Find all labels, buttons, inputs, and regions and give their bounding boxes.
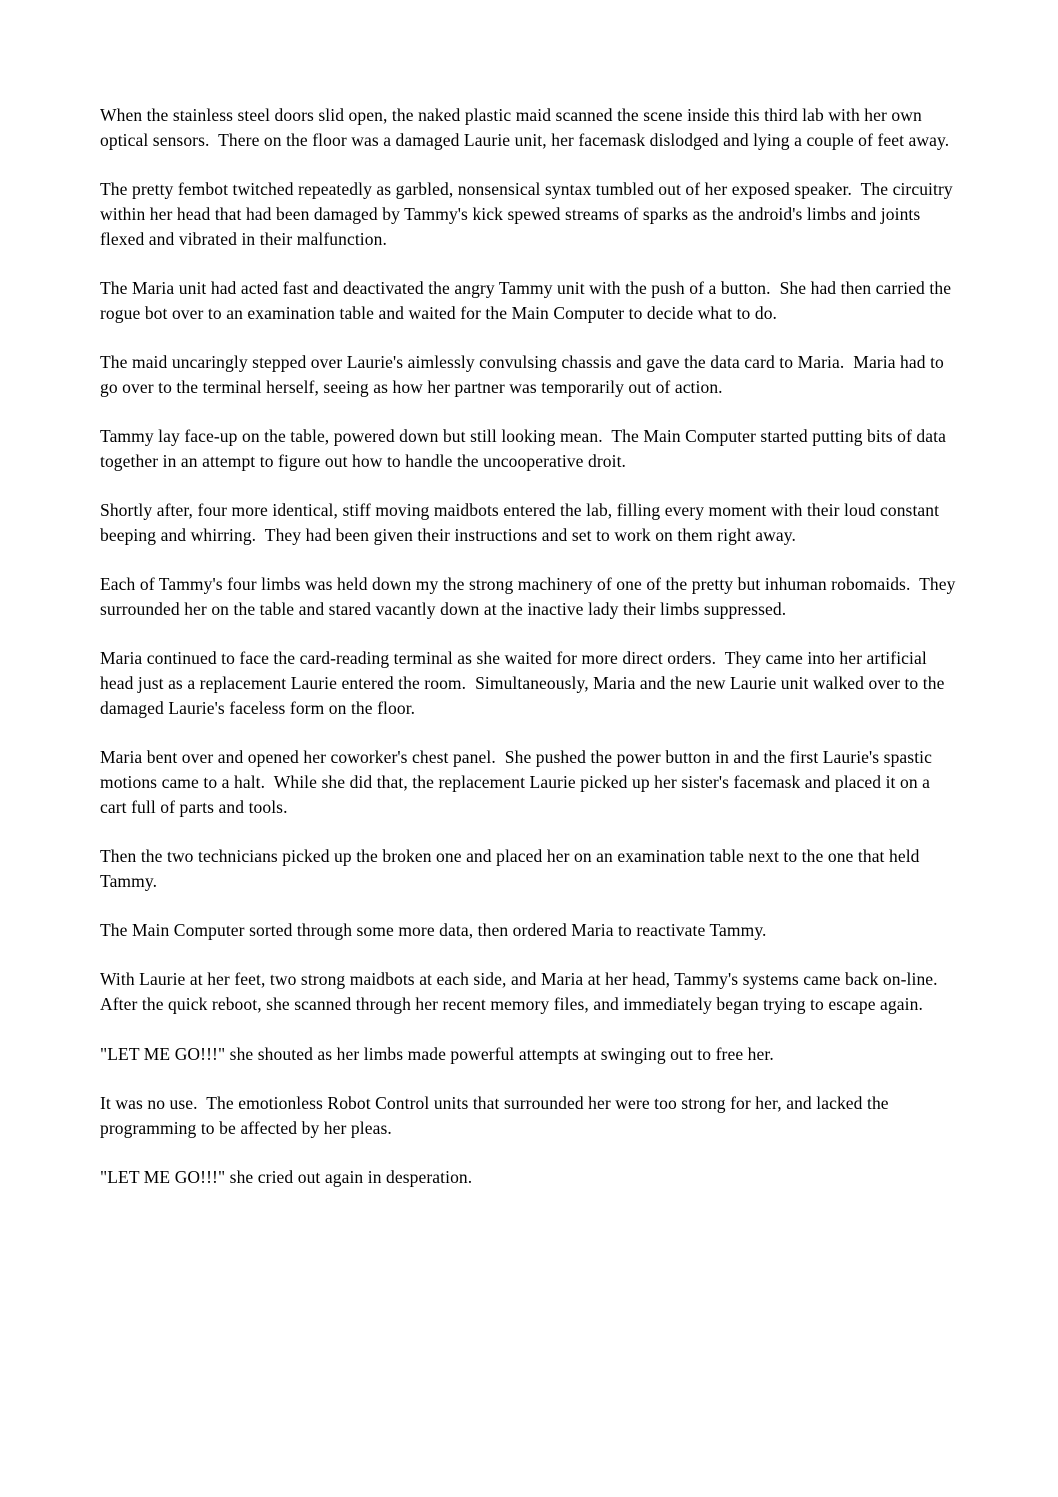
paragraph-14: It was no use. The emotionless Robot Control units that surrounded her were too strong for her, and lacked the programming to be affected by her pleas.	[100, 1092, 894, 1138]
paragraph-11: The Main Computer sorted through some more data, then ordered Maria to reactivate Tammy.	[100, 920, 767, 941]
paragraph-5: Tammy lay face-up on the table, powered down but still looking mean. The Main Computer started putting bits of data together in an attempt to figure out how to handle the uncooperative droit.	[100, 426, 951, 471]
paragraph-7: Each of Tammy's four limbs was held down my the strong machinery of one of the pretty but inhuman robomaids. They surrounded her on the table and stared vacantly down at the inactive lady their limbs suppressed.	[100, 574, 960, 619]
document-body	[100, 103, 958, 1190]
paragraph-9: Maria bent over and opened her coworker's chest panel. She pushed the power button in and the first Laurie's spastic motions came to a halt. While she did that, the replacement Laurie picked up her sister's facemask and placed it on a cart full of parts and tools.	[100, 747, 937, 817]
paragraph-4: The maid uncaringly stepped over Laurie's aimlessly convulsing chassis and gave the data card to Maria. Maria had to go over to the terminal herself, seeing as how her partner was temporarily out of action.	[100, 351, 949, 397]
paragraph-3: The Maria unit had acted fast and deactivated the angry Tammy unit with the push of a button. She had then carried the rogue bot over to an examination table and waited for the Main Computer to decide what to do.	[100, 277, 956, 323]
paragraph-8: Maria continued to face the card-reading terminal as she waited for more direct orders. They came into her artificial head just as a replacement Laurie entered the room. Simultaneously, Maria and the new Laurie unit walked over to the damaged Laurie's faceless form on the floor.	[100, 648, 949, 718]
paragraph-6: Shortly after, four more identical, stiff moving maidbots entered the lab, filling every moment with their loud constant beeping and whirring. They had been given their instructions and set to work on them right away.	[100, 500, 944, 545]
paragraph-12: With Laurie at her feet, two strong maidbots at each side, and Maria at her head, Tammy's systems came back on-line. After the quick reboot, she scanned through her recent memory files, and immediately began trying to escape again.	[100, 969, 946, 1015]
paragraph-13: "LET ME GO!!!" she shouted as her limbs made powerful attempts at swinging out to free her.	[100, 1043, 774, 1064]
paragraph-10: Then the two technicians picked up the broken one and placed her on an examination table next to the one that held Tammy.	[100, 845, 924, 891]
paragraph-2: The pretty fembot twitched repeatedly as garbled, nonsensical syntax tumbled out of her exposed speaker. The circuitry within her head that had been damaged by Tammy's kick spewed streams of sparks as the android's limbs and joints flexed and vibrated in their malfunction.	[100, 179, 958, 249]
paragraph-15: "LET ME GO!!!" she cried out again in desperation.	[100, 1167, 473, 1188]
paragraph-1: When the stainless steel doors slid open, the naked plastic maid scanned the scene inside this third lab with her own optical sensors. There on the floor was a damaged Laurie unit, her facemask dislodged and lying a couple of feet away.	[100, 105, 950, 150]
